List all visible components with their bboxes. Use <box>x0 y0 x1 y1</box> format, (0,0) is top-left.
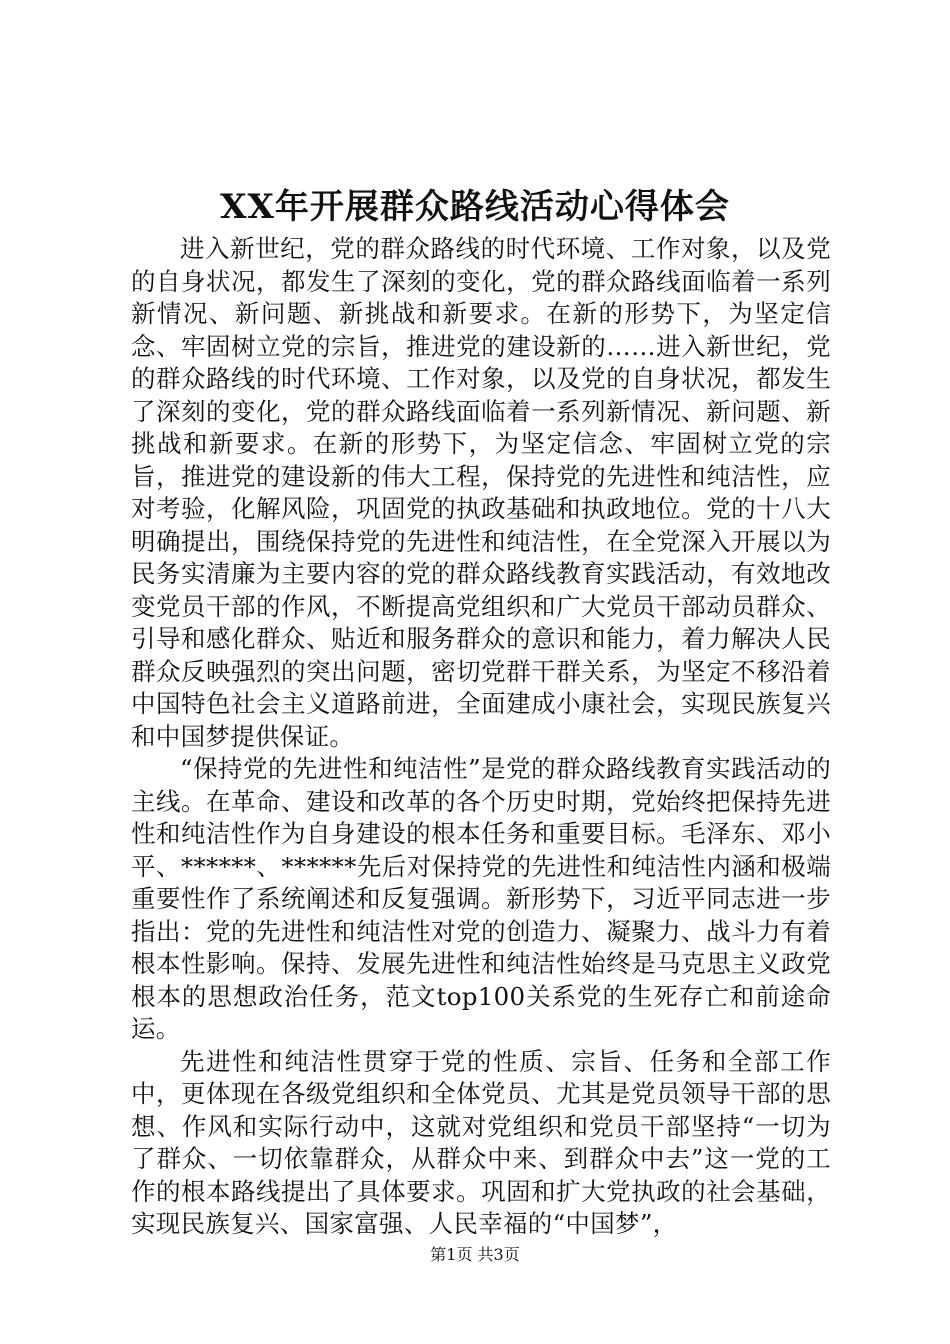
document-body <box>131 233 831 1241</box>
page-footer: 第1页 共3页 <box>430 1245 520 1264</box>
paragraph-2: “保持党的先进性和纯洁性”是党的群众路线教育实践活动的主线。在革命、建设和改革的各个历史时期，党始终把保持先进性和纯洁性作为自身建设的根本任务和重要目标。毛泽东、邓小平、******、******先后对保持党的先进性和纯洁性内涵和极端重要性作了系统阐述和反复强调。新形势下，习近平同志进一步指出：党的先进性和纯洁性对党的创造力、凝聚力、战斗力有着根本性影响。保持、发展先进性和纯洁性始终是马克思主义政党根本的思想政治任务，范文top100关系党的生死存亡和前途命运。 <box>131 754 831 1043</box>
paragraph-1: 进入新世纪，党的群众路线的时代环境、工作对象，以及党的自身状况，都发生了深刻的变化，党的群众路线面临着一系列新情况、新问题、新挑战和新要求。在新的形势下，为坚定信念、牢固树立党的宗旨，推进党的建设新的……进入新世纪，党的群众路线的时代环境、工作对象，以及党的自身状况，都发生了深刻的变化，党的群众路线面临着一系列新情况、新问题、新挑战和新要求。在新的形势下，为坚定信念、牢固树立党的宗旨，推进党的建设新的伟大工程，保持党的先进性和纯洁性，应对考验，化解风险，巩固党的执政基础和执政地位。党的十八大明确提出，围绕保持党的先进性和纯洁性，在全党深入开展以为民务实清廉为主要内容的党的群众路线教育实践活动，有效地改变党员干部的作风，不断提高党组织和广大党员干部动员群众、引导和感化群众、贴近和服务群众的意识和能力，着力解决人民群众反映强烈的突出问题，密切党群干群关系，为坚定不移沿着中国特色社会主义道路前进，全面建成小康社会，实现民族复兴和中国梦提供保证。 <box>131 234 831 751</box>
document-title: XX年开展群众路线活动心得体会 <box>220 187 730 227</box>
paragraph-3: 先进性和纯洁性贯穿于党的性质、宗旨、任务和全部工作中，更体现在各级党组织和全体党员、尤其是党员领导干部的思想、作风和实际行动中，这就对党组织和党员干部坚持“一切为了群众、一切依靠群众，从群众中来、到群众中去”这一党的工作的根本路线提出了具体要求。巩固和扩大党执政的社会基础，实现民族复兴、国家富强、人民幸福的“中国梦”， <box>131 1046 831 1238</box>
